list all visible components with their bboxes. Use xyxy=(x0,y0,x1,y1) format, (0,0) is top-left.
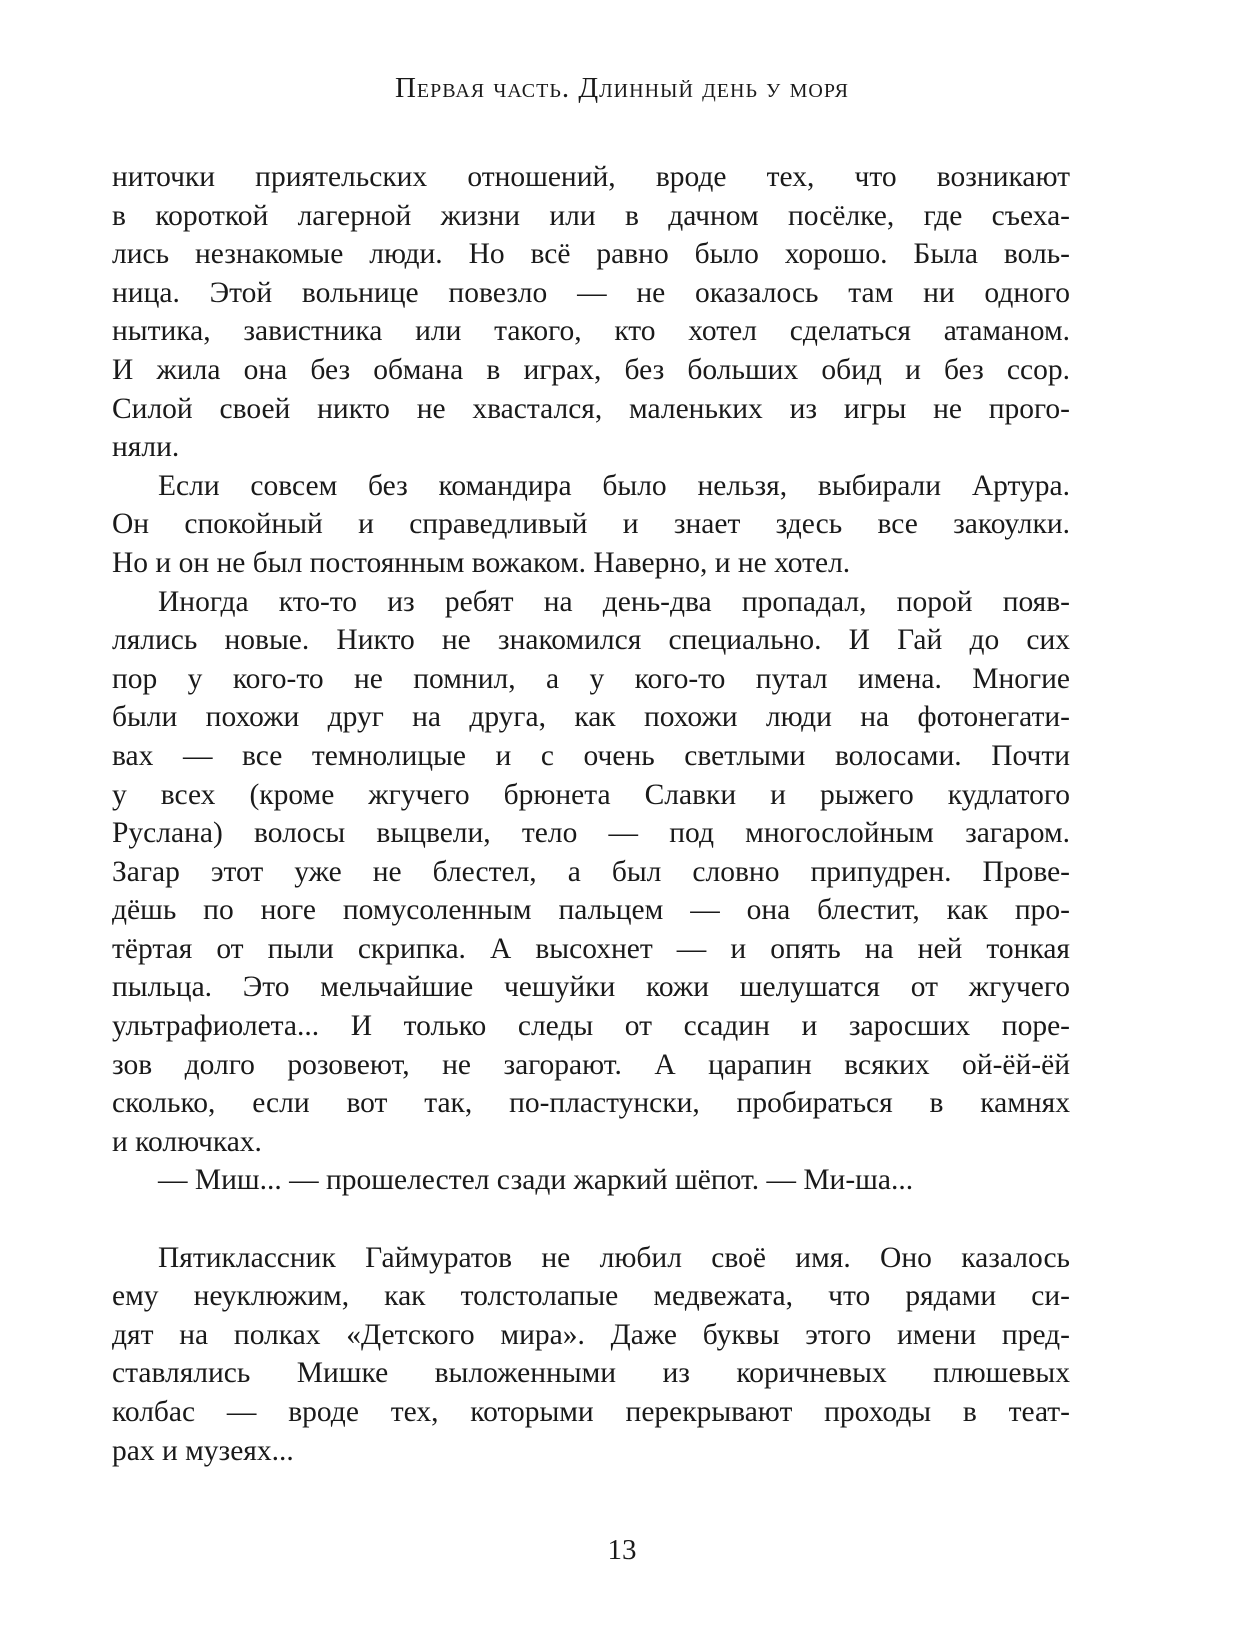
text-line: И жила она без обмана в играх, без больших обид и без ссор. xyxy=(112,353,1070,386)
text-line: нытика, завистника или такого, кто хотел сделаться атаманом. xyxy=(112,315,1070,348)
text-line: Иногда кто-то из ребят на день-два пропадал, порой появ- xyxy=(158,585,1070,618)
text-line: тёртая от пыли скрипка. А высохнет — и опять на ней тонкая xyxy=(112,932,1070,965)
text-line: пор у кого-то не помнил, а у кого-то путал имена. Многие xyxy=(112,662,1070,695)
text-line: колбас — вроде тех, которыми перекрывают проходы в теат- xyxy=(112,1396,1070,1428)
text-line: лялись новые. Никто не знакомился специально. И Гай до сих xyxy=(112,624,1070,657)
text-line: лись незнакомые люди. Но всё равно было хорошо. Была воль- xyxy=(112,238,1070,271)
text-line: ставлялись Мишке выложенными из коричневых плюшевых xyxy=(112,1357,1070,1390)
page-number: 13 xyxy=(607,1534,637,1566)
section-break xyxy=(112,1200,1070,1239)
text-line: рах и музеях... xyxy=(112,1434,294,1467)
text-line: дёшь по ноге помусоленным пальцем — она блестит, как про- xyxy=(112,894,1070,927)
paragraph xyxy=(112,467,1070,583)
text-line: и колючках. xyxy=(112,1125,262,1158)
text-line: Он спокойный и справедливый и знает здесь все закоулки. xyxy=(112,508,1070,541)
text-line: ему неуклюжим, как толстолапые медвежата, что рядами си- xyxy=(112,1280,1070,1313)
dialogue-paragraph xyxy=(112,1161,1070,1200)
text-line: вах — все темнолицые и с очень светлыми волосами. Почти xyxy=(112,739,1070,772)
text-line: пыльца. Это мельчайшие чешуйки кожи шелушатся от жгучего xyxy=(112,971,1070,1004)
text-line: Если совсем без командира было нельзя, выбирали Артура. xyxy=(158,469,1070,502)
text-line: у всех (кроме жгучего брюнета Славки и рыжего кудлатого xyxy=(112,778,1070,811)
text-line: зов долго розовеют, не загорают. А царапин всяких ой-ёй-ёй xyxy=(112,1048,1070,1081)
text-line: Руслана) волосы выцвели, тело — под многослойным загаром. xyxy=(112,817,1070,850)
text-line: были похожи друг на друга, как похожи люди на фотонегати- xyxy=(112,701,1070,734)
running-head: Первая часть. Длинный день у моря xyxy=(394,72,850,104)
paragraph xyxy=(112,158,1070,467)
paragraph xyxy=(112,583,1070,1162)
text-line: в короткой лагерной жизни или в дачном посёлке, где съеха- xyxy=(112,199,1070,232)
text-line: сколько, если вот так, по-пластунски, пробираться в камнях xyxy=(112,1087,1070,1120)
text-line: ниточки приятельских отношений, вроде тех, что возникают xyxy=(112,161,1070,193)
text-line: ультрафиолета... И только следы от ссадин и заросших поре- xyxy=(112,1010,1070,1043)
body-text xyxy=(112,158,1070,1470)
text-line: дят на полках «Детского мира». Даже буквы этого имени пред- xyxy=(112,1318,1070,1351)
text-line: няли. xyxy=(112,431,180,464)
text-line: Пятиклассник Гаймуратов не любил своё имя. Оно казалось xyxy=(158,1241,1070,1274)
text-line: Силой своей никто не хвастался, маленьких из игры не прого- xyxy=(112,392,1070,425)
text-line: Но и он не был постоянным вожаком. Наверно, и не хотел. xyxy=(112,546,851,579)
text-line: ница. Этой вольнице повезло — не оказалось там ни одного xyxy=(112,276,1070,309)
text-line: — Миш... — прошелестел сзади жаркий шёпот. — Ми-ша... xyxy=(158,1164,914,1197)
text-line: Загар этот уже не блестел, а был словно припудрен. Прове- xyxy=(112,855,1070,888)
paragraph xyxy=(112,1239,1070,1471)
